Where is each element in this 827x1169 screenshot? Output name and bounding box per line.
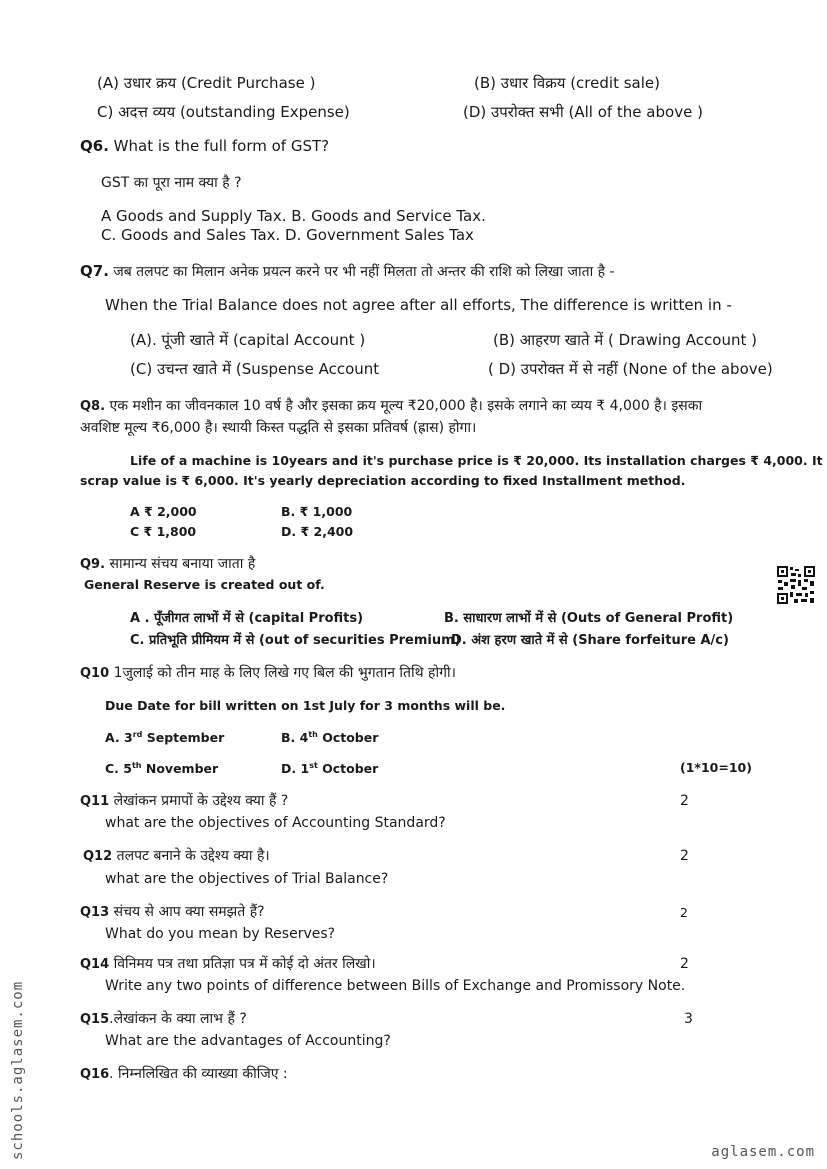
q16-hindi: . निम्नलिखित की व्याख्या कीजिए : [109, 1066, 288, 1082]
q10-hindi: 1जुलाई को तीन माह के लिए लिखे गए बिल की भुगतान तिथि होगी। [109, 665, 456, 681]
q10-option-c-num: C. 5 [105, 761, 132, 777]
q5-option-d: (D) उपरोक्त सभी (All of the above ) [463, 103, 703, 121]
q7-option-c: (C) उचन्त खाते में (Suspense Account [130, 360, 380, 378]
q10-option-a-sup: rd [132, 730, 143, 739]
q10-option-b-num: B. 4 [281, 730, 309, 746]
q14-number: Q14 [80, 957, 110, 972]
q15-question [80, 1012, 247, 1026]
q6-question [80, 139, 329, 154]
q10-option-c-month: November [141, 761, 219, 777]
q16-number: Q16 [80, 1067, 110, 1082]
q10-option-c [105, 762, 218, 776]
q10-option-b-month: October [317, 730, 379, 746]
q11-hindi: लेखांकन प्रमापों के उद्देश्य क्या हैं ? [109, 793, 289, 809]
q9-option-a: A . पूँजीगत लाभों में से (capital Profits) [130, 611, 364, 626]
q15-number: Q15 [80, 1012, 110, 1027]
q7-question [80, 264, 615, 279]
q10-english: Due Date for bill written on 1st July for 3 months will be. [105, 698, 506, 713]
q7-hindi: जब तलपट का मिलान अनेक प्रयत्न करने पर भी नहीं मिलता तो अन्तर की राशि को लिखा जाता है - [108, 264, 615, 280]
q10-option-b-sup: th [308, 730, 318, 739]
q14-question [80, 957, 376, 971]
q15-marks: 3 [684, 1011, 693, 1027]
q10-option-a [105, 731, 224, 745]
q9-question [80, 557, 255, 571]
q10-option-b [281, 731, 378, 745]
q5-option-a: (A) उधार क्रय (Credit Purchase ) [97, 74, 316, 92]
q10-option-d-num: D. 1 [281, 761, 310, 777]
q9-option-b: B. साधारण लाभों में से (Outs of General Profit) [444, 611, 734, 626]
q6-text: What is the full form of GST? [108, 137, 330, 155]
q13-question [80, 905, 265, 919]
q7-option-d: ( D) उपरोक्त में से नहीं (None of the above) [488, 360, 773, 378]
q9-option-d: D. अंश हरण खाते में से (Share forfeiture A/c) [451, 633, 729, 648]
q8-option-c: C ₹ 1,800 [130, 524, 197, 539]
q13-marks: 2 [680, 905, 688, 920]
q15-hindi: .लेखांकन के क्या लाभ हैं ? [109, 1011, 247, 1027]
q8-option-a: A ₹ 2,000 [130, 504, 197, 519]
q9-option-c: C. प्रतिभूति प्रीमियम में से (out of securities Premium) [130, 633, 461, 648]
q10-option-a-num: A. 3 [105, 730, 133, 746]
q11-marks: 2 [680, 793, 689, 809]
q8-english-line1: Life of a machine is 10years and it's purchase price is ₹ 20,000. Its installation charges ₹ 4,000. It [130, 453, 823, 468]
q12-question [83, 849, 270, 863]
q10-option-c-sup: th [131, 761, 142, 770]
q12-english: what are the objectives of Trial Balance? [105, 871, 389, 887]
q12-number: Q12 [83, 849, 113, 864]
q6-number: Q6. [80, 137, 109, 155]
q8-number: Q8. [80, 399, 106, 414]
q11-english: what are the objectives of Accounting Standard? [105, 815, 446, 831]
q9-hindi: सामान्य संचय बनाया जाता है [105, 556, 256, 572]
q8-option-d: D. ₹ 2,400 [281, 524, 354, 539]
q11-number: Q11 [80, 794, 110, 809]
q14-marks: 2 [680, 956, 689, 972]
q8-hindi-line1: एक मशीन का जीवनकाल 10 वर्ष है और इसका क्रय मूल्य ₹20,000 है। इसके लगाने का व्यय ₹ 4,000 है। इसका [105, 398, 703, 414]
q10-option-d-sup: st [309, 761, 318, 770]
q6-options-line1: A Goods and Supply Tax. B. Goods and Service Tax. [101, 207, 486, 225]
q10-option-d [281, 762, 378, 776]
q10-number: Q10 [80, 666, 110, 681]
qr-code-icon [776, 565, 816, 605]
footer-watermark: aglasem.com [711, 1144, 815, 1160]
q12-hindi: तलपट बनाने के उद्देश्य क्या है। [112, 848, 270, 864]
q15-english: What are the advantages of Accounting? [105, 1033, 391, 1049]
q10-option-a-month: September [142, 730, 225, 746]
side-watermark: schools.aglasem.com [10, 980, 26, 1160]
q14-hindi: विनिमय पत्र तथा प्रतिज्ञा पत्र में कोई दो अंतर लिखो। [109, 956, 376, 972]
q7-english: When the Trial Balance does not agree after all efforts, The difference is written in - [105, 296, 732, 314]
q13-english: What do you mean by Reserves? [105, 926, 336, 942]
q13-hindi: संचय से आप क्या समझते हैं? [109, 904, 265, 920]
q12-marks: 2 [680, 848, 689, 864]
q8-english-line2: scrap value is ₹ 6,000. It's yearly depreciation according to fixed Installment method. [80, 473, 686, 488]
q7-option-b: (B) आहरण खाते में ( Drawing Account ) [493, 331, 757, 349]
q16-question [80, 1067, 288, 1081]
q10-option-d-month: October [317, 761, 379, 777]
q5-option-b: (B) उधार विक्रय (credit sale) [474, 74, 660, 92]
q6-hindi: GST का पूरा नाम क्या है ? [101, 175, 242, 191]
q10-marks: (1*10=10) [680, 760, 752, 775]
q10-question [80, 666, 456, 680]
q8-option-b: B. ₹ 1,000 [281, 504, 353, 519]
q7-number: Q7. [80, 262, 109, 280]
q13-number: Q13 [80, 905, 110, 920]
q9-number: Q9. [80, 557, 106, 572]
q8-question [80, 399, 702, 413]
q9-english: General Reserve is created out of. [84, 577, 325, 592]
q6-options-line2: C. Goods and Sales Tax. D. Government Sales Tax [101, 226, 474, 244]
q11-question [80, 794, 288, 808]
q5-option-c: C) अदत्त व्यय (outstanding Expense) [97, 103, 350, 121]
q7-option-a: (A). पूंजी खाते में (capital Account ) [130, 331, 366, 349]
q8-hindi-line2: अवशिष्ट मूल्य ₹6,000 है। स्थायी किस्त पद्धति से इसका प्रतिवर्ष (ह्रास) होगा। [80, 420, 477, 436]
q14-english: Write any two points of difference between Bills of Exchange and Promissory Note. [105, 978, 686, 994]
